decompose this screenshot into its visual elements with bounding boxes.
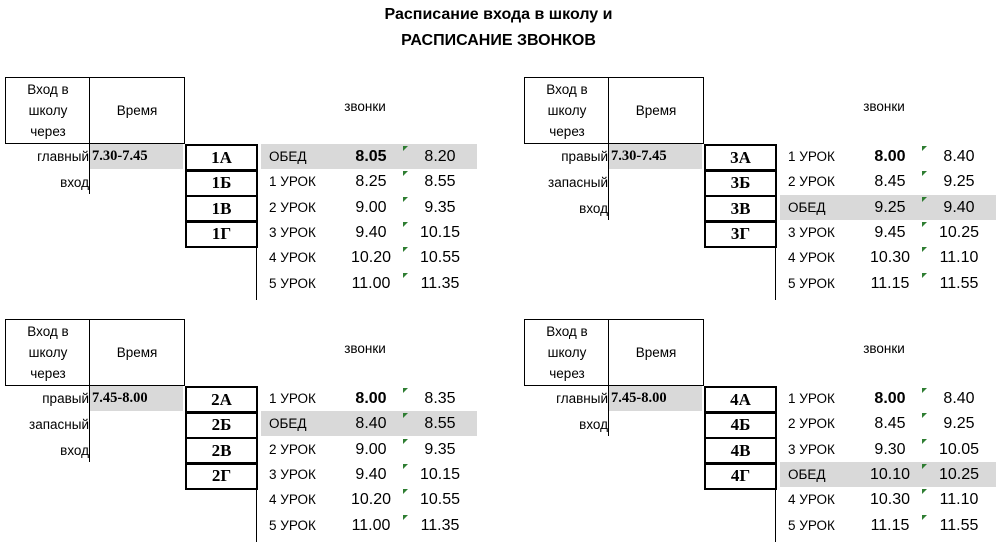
entry-label: правый (42, 391, 89, 406)
class-label: 2А (185, 386, 258, 413)
entry-header-line: через (549, 366, 585, 381)
lesson-start-time: 10.10 (869, 465, 911, 483)
class-label: 1А (185, 144, 258, 171)
lesson-end-time: 9.25 (943, 173, 975, 191)
lesson-end-time: 11.10 (939, 491, 979, 509)
lesson-start-time: 8.00 (874, 390, 906, 407)
lesson-label: 2 УРОК (269, 441, 316, 457)
entry-label: запасный (548, 175, 608, 190)
lesson-end-time: 11.35 (420, 516, 460, 534)
entry-time: 7.30-7.45 (611, 148, 667, 164)
entry-header-cell (5, 77, 90, 144)
lesson-end-time: 9.40 (943, 198, 975, 216)
time-header-cell: Время (608, 77, 704, 144)
time-header-cell: Время (608, 319, 704, 386)
lesson-start-time: 8.25 (355, 173, 387, 191)
lesson-label: ОБЕД (269, 416, 307, 432)
lesson-start-time: 10.20 (350, 249, 392, 267)
entry-label: правый (561, 149, 608, 164)
entry-header-line: через (30, 124, 66, 139)
time-header-cell: Время (89, 319, 185, 386)
bells-header: звонки (863, 99, 905, 114)
lesson-label: 5 УРОК (269, 275, 316, 291)
entry-label: запасный (29, 417, 89, 432)
schedule-block-1 (5, 77, 485, 297)
class-label: 4Б (704, 412, 777, 439)
lesson-end-time: 11.10 (939, 249, 979, 267)
entry-time: 7.30-7.45 (92, 148, 148, 164)
class-label: 1Б (185, 170, 258, 197)
lesson-end-time: 9.25 (943, 415, 975, 433)
lesson-start-time: 8.45 (874, 173, 906, 191)
class-label: 3Г (704, 221, 777, 248)
lesson-label: 5 УРОК (269, 517, 316, 533)
lesson-start-time: 8.05 (355, 148, 387, 165)
entry-label: вход (60, 175, 89, 190)
lesson-start-time: 8.45 (874, 415, 906, 433)
lesson-label: 3 УРОК (269, 224, 316, 240)
entry-header-cell (524, 319, 609, 386)
lesson-start-time: 9.00 (355, 440, 387, 458)
entry-header-cell (524, 77, 609, 144)
lesson-label: 4 УРОК (269, 492, 316, 508)
entry-divider (89, 386, 90, 462)
class-label: 1Г (185, 221, 258, 248)
entry-header-line: школу (547, 345, 587, 360)
lesson-end-time: 10.55 (419, 491, 461, 509)
schedule-block-2 (5, 319, 485, 539)
class-label: 1В (185, 195, 258, 222)
lesson-label: 1 УРОК (788, 391, 835, 406)
entry-header-line: Вход в (546, 324, 588, 339)
entry-header-line: через (549, 124, 585, 139)
lesson-end-time: 10.05 (938, 440, 980, 458)
class-column-divider (775, 246, 776, 300)
class-label: 3А (704, 144, 777, 171)
lesson-label: 3 УРОК (788, 224, 835, 240)
lesson-end-time: 11.55 (939, 274, 979, 292)
class-label: 2Б (185, 412, 258, 439)
entry-header-line: школу (28, 103, 68, 118)
entry-label: вход (579, 201, 608, 216)
lesson-label: 1 УРОК (788, 149, 835, 164)
entry-header-line: Вход в (27, 324, 69, 339)
lesson-end-time: 9.35 (424, 198, 456, 216)
schedule-block-3 (524, 77, 997, 297)
lesson-end-time: 8.55 (424, 173, 456, 191)
lesson-start-time: 9.40 (355, 223, 387, 241)
class-column-divider (256, 488, 257, 542)
lesson-end-time: 8.20 (424, 148, 456, 165)
lesson-start-time: 10.20 (350, 491, 392, 509)
lesson-end-time: 10.25 (938, 465, 980, 483)
entry-header-line: Вход в (546, 82, 588, 97)
page-title: Расписание входа в школу и (384, 6, 613, 23)
lesson-start-time: 9.30 (874, 440, 906, 458)
entry-header-line: школу (547, 103, 587, 118)
lesson-label: ОБЕД (788, 466, 826, 482)
lesson-end-time: 8.35 (424, 390, 456, 407)
lesson-start-time: 8.40 (355, 415, 387, 433)
lesson-end-time: 11.35 (420, 274, 460, 292)
lesson-end-time: 10.15 (419, 223, 461, 241)
lesson-end-time: 10.15 (419, 465, 461, 483)
entry-header-line: школу (28, 345, 68, 360)
lesson-start-time: 8.00 (874, 148, 906, 165)
entry-header-line: Вход в (27, 82, 69, 97)
lesson-end-time: 8.40 (943, 390, 975, 407)
entry-time: 7.45-8.00 (611, 390, 667, 406)
page-subtitle: РАСПИСАНИЕ ЗВОНКОВ (401, 32, 596, 49)
class-label: 3Б (704, 170, 777, 197)
bells-header: звонки (863, 341, 905, 356)
lesson-end-time: 10.25 (938, 223, 980, 241)
lesson-start-time: 11.15 (870, 516, 910, 534)
lesson-label: 4 УРОК (269, 250, 316, 266)
lesson-label: 5 УРОК (788, 517, 835, 533)
lesson-end-time: 11.55 (939, 516, 979, 534)
entry-label: главный (556, 391, 608, 406)
class-label: 2Г (185, 463, 258, 490)
entry-divider (608, 144, 609, 220)
entry-label: главный (37, 149, 89, 164)
lesson-start-time: 9.25 (874, 198, 906, 216)
lesson-label: ОБЕД (788, 199, 826, 215)
lesson-label: 4 УРОК (788, 250, 835, 266)
class-label: 4А (704, 386, 777, 413)
lesson-start-time: 11.00 (351, 274, 391, 292)
lesson-end-time: 9.35 (424, 440, 456, 458)
lesson-end-time: 10.55 (419, 249, 461, 267)
entry-time: 7.45-8.00 (92, 390, 148, 406)
time-header-cell: Время (89, 77, 185, 144)
lesson-end-time: 8.55 (424, 415, 456, 433)
lesson-start-time: 8.00 (355, 390, 387, 407)
lesson-start-time: 9.45 (874, 223, 906, 241)
entry-divider (89, 144, 90, 194)
entry-divider (608, 386, 609, 436)
class-column-divider (775, 488, 776, 542)
lesson-start-time: 10.30 (869, 491, 911, 509)
class-label: 2В (185, 437, 258, 464)
class-label: 3В (704, 195, 777, 222)
lesson-start-time: 11.00 (351, 516, 391, 534)
class-label: 4Г (704, 463, 777, 490)
lesson-start-time: 11.15 (870, 274, 910, 292)
entry-label: вход (60, 443, 89, 458)
entry-header-cell (5, 319, 90, 386)
lesson-label: 4 УРОК (788, 492, 835, 508)
class-label: 4В (704, 437, 777, 464)
lesson-label: 1 УРОК (269, 174, 316, 190)
bells-header: звонки (344, 99, 386, 114)
lesson-label: 1 УРОК (269, 391, 316, 406)
lesson-start-time: 9.00 (355, 198, 387, 216)
entry-label: вход (579, 417, 608, 432)
schedule-block-4 (524, 319, 997, 539)
lesson-label: ОБЕД (269, 149, 307, 164)
lesson-label: 2 УРОК (269, 199, 316, 215)
lesson-label: 3 УРОК (269, 466, 316, 482)
lesson-label: 5 УРОК (788, 275, 835, 291)
lesson-label: 3 УРОК (788, 441, 835, 457)
lesson-start-time: 9.40 (355, 465, 387, 483)
lesson-label: 2 УРОК (788, 416, 835, 432)
class-column-divider (256, 246, 257, 300)
lesson-start-time: 10.30 (869, 249, 911, 267)
entry-header-line: через (30, 366, 66, 381)
lesson-end-time: 8.40 (943, 148, 975, 165)
lesson-label: 2 УРОК (788, 174, 835, 190)
bells-header: звонки (344, 341, 386, 356)
